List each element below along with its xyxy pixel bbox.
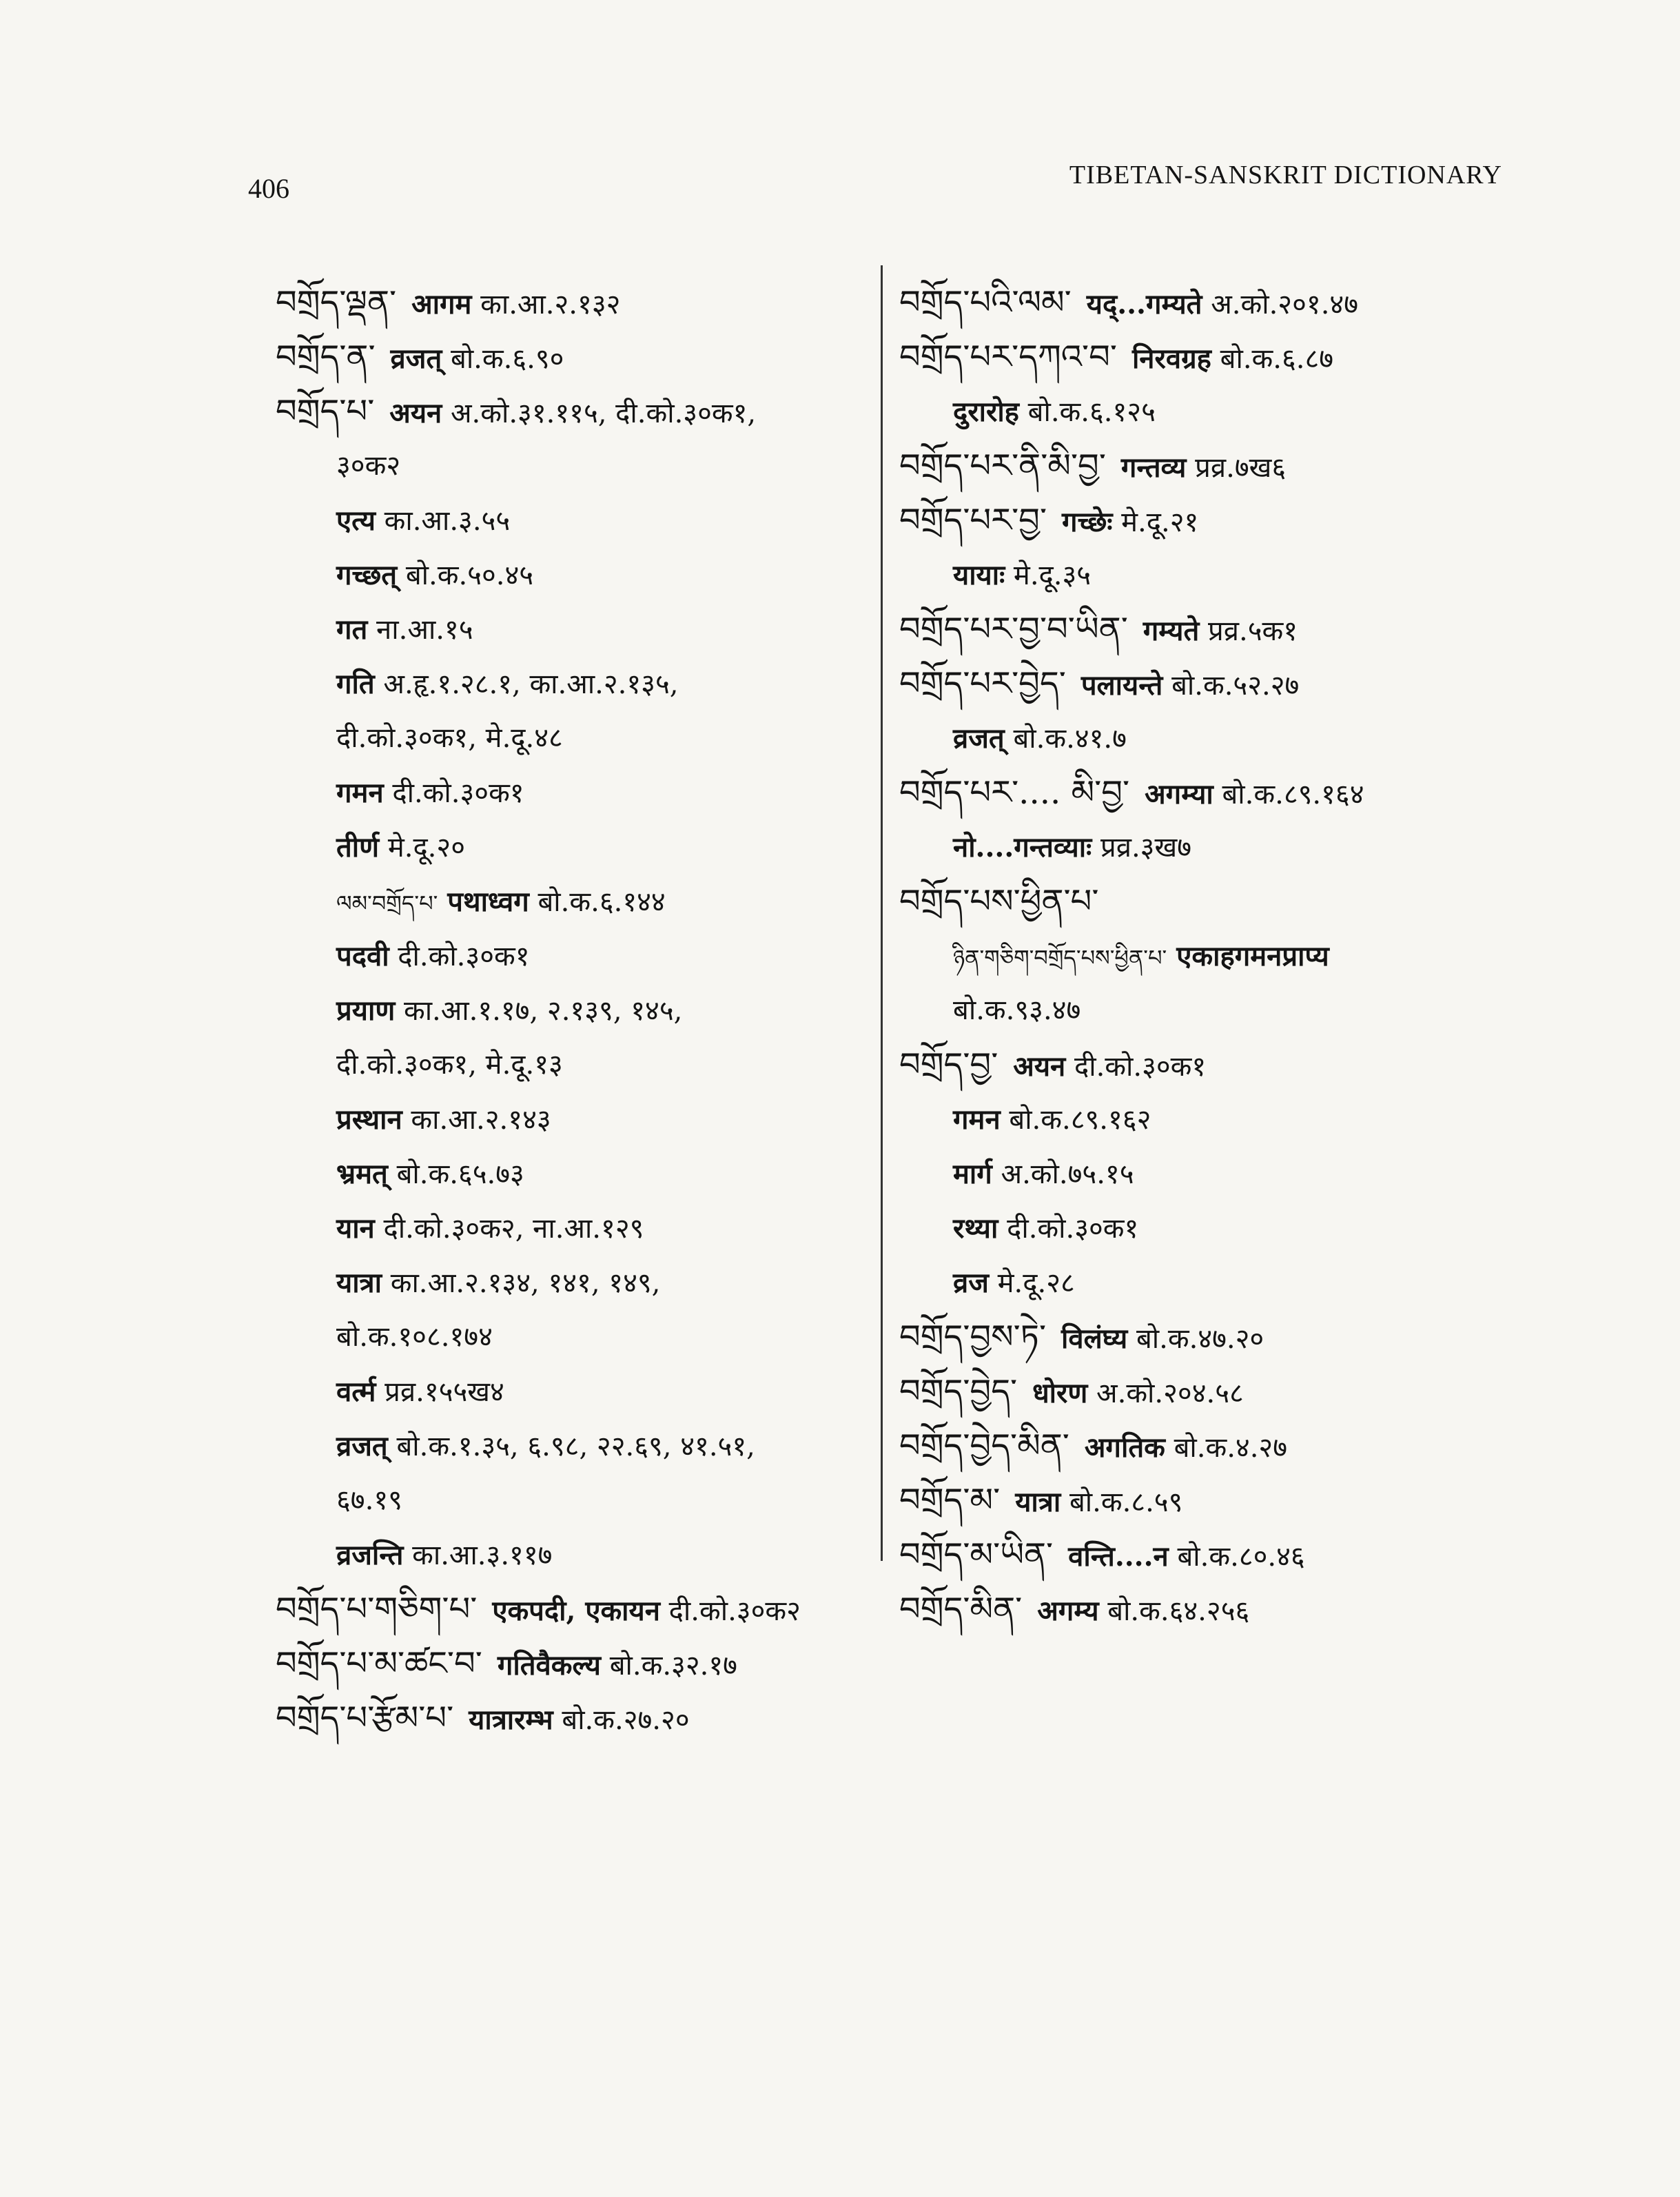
dictionary-subentry (899, 548, 1506, 602)
source-reference: का.आ.२.१४३ (411, 1104, 551, 1136)
dictionary-subentry (276, 820, 868, 875)
dictionary-entry (899, 1365, 1506, 1419)
sanskrit-equivalent: व्रजत् (953, 722, 1005, 755)
sanskrit-equivalent: व्रजन्ति (336, 1539, 404, 1571)
dictionary-subentry (276, 1201, 868, 1256)
dictionary-entry (899, 1473, 1506, 1528)
source-reference: मे.दू.३५ (1013, 560, 1092, 591)
source-reference: का.आ.३.५५ (384, 505, 511, 537)
source-reference: बो.क.५२.२७ (1171, 670, 1300, 702)
sanskrit-equivalent: एकपदी, एकायन (492, 1595, 660, 1627)
dictionary-subentry (276, 1256, 868, 1310)
sanskrit-equivalent: दुरारोह (953, 396, 1019, 428)
dictionary-entry (899, 766, 1506, 820)
source-reference: बो.क.८९.१६४ (1222, 779, 1364, 810)
sanskrit-equivalent: भ्रमत् (336, 1158, 388, 1190)
source-reference: बो.क.४७.२० (1136, 1323, 1264, 1355)
source-reference: मे.दू.२१ (1121, 507, 1199, 538)
dictionary-subentry (899, 1147, 1506, 1201)
tibetan-headword: བགྲོད་པར་ནི་མི་བྱ་ (899, 447, 1106, 485)
sanskrit-equivalent: गत (336, 613, 368, 646)
source-reference: दी.को.३०क१ (1007, 1213, 1139, 1245)
source-reference: दी.को.३०क१ (398, 941, 530, 972)
sanskrit-equivalent: मार्ग (953, 1158, 992, 1190)
source-reference: ६७.१९ (336, 1484, 402, 1516)
dictionary-subentry (276, 439, 868, 493)
source-reference: बो.क.५०.४५ (405, 560, 534, 591)
sanskrit-equivalent: निरवग्रह (1131, 343, 1211, 375)
source-reference: दी.को.३०क१, मे.दू.१३ (336, 1049, 563, 1081)
source-reference: दी.को.३०क२ (668, 1595, 801, 1627)
dictionary-subentry (276, 493, 868, 548)
sanskrit-equivalent: गच्छेः (1062, 506, 1113, 538)
sanskrit-equivalent: अयन (389, 397, 442, 429)
tibetan-headword: བགྲོད་མ་ (899, 1481, 1001, 1520)
source-reference: प्रव्र.७ख६ (1195, 452, 1287, 484)
dictionary-entry (899, 439, 1506, 493)
dictionary-entry (899, 330, 1506, 385)
page-number: 406 (248, 173, 289, 204)
sanskrit-equivalent: व्रजत् (390, 343, 442, 375)
source-reference: अ.को.२०४.५८ (1096, 1378, 1244, 1409)
source-reference: बो.क.६.९० (450, 343, 564, 375)
tibetan-headword: བགྲོད་བྱ་ (899, 1045, 998, 1084)
source-reference: का.आ.२.१३४, १४१, १४९, (390, 1267, 661, 1299)
source-reference: बो.क.६.१२५ (1027, 396, 1156, 428)
source-reference: बो.क.८९.१६२ (1009, 1104, 1151, 1136)
source-reference: बो.क.२७.२० (562, 1704, 690, 1736)
tibetan-headword: བགྲོད་པར་.... མི་བྱ་ (899, 773, 1130, 812)
dictionary-subentry (276, 657, 868, 711)
sanskrit-equivalent: धोरण (1032, 1377, 1088, 1409)
sanskrit-equivalent: प्रस्थान (336, 1103, 402, 1136)
source-reference: बो.क.६.१४४ (537, 886, 666, 918)
dictionary-subentry (276, 1092, 868, 1147)
tibetan-headword: བགྲོད་མ་ཡིན་ (899, 1535, 1054, 1574)
dictionary-entry (276, 385, 868, 439)
tibetan-headword: བགྲོད་པར་དཀའ་བ་ (899, 338, 1117, 376)
dictionary-subentry (899, 1201, 1506, 1256)
tibetan-headword: བགྲོད་པ་གཅིག་པ་ (276, 1590, 478, 1628)
tibetan-headword: བགྲོད་པས་ཕྱིན་པ་ (899, 882, 1099, 921)
source-reference: का.आ.१.१७, २.१३९, १४५, (403, 995, 683, 1027)
sanskrit-equivalent: यायाः (953, 559, 1005, 591)
source-reference: बो.क.६५.७३ (396, 1158, 524, 1190)
dictionary-subentry (276, 1147, 868, 1201)
dictionary-entry (899, 602, 1506, 657)
sanskrit-equivalent: तीर्ण (336, 831, 380, 864)
dictionary-subentry (276, 602, 868, 657)
source-reference: बो.क.४१.७ (1013, 723, 1127, 755)
sanskrit-equivalent: रथ्या (953, 1212, 998, 1245)
tibetan-headword: བགྲོད་བྱེད་ (899, 1372, 1018, 1411)
source-reference: का.आ.२.१३२ (480, 289, 621, 320)
dictionary-entry (899, 1582, 1506, 1637)
sanskrit-equivalent: वन्ति....न (1068, 1540, 1169, 1573)
dictionary-entry (899, 1310, 1506, 1365)
sanskrit-equivalent: गमन (953, 1103, 1001, 1136)
sanskrit-equivalent: गम्यते (1143, 615, 1200, 647)
tibetan-headword: ཉིན་གཅིག་བགྲོད་པས་ཕྱིན་པ་ (953, 945, 1167, 971)
sanskrit-equivalent: वर्त्म (336, 1376, 376, 1408)
source-reference: बो.क.६४.२५६ (1107, 1595, 1250, 1627)
sanskrit-equivalent: गतिवैकल्य (497, 1649, 601, 1682)
sanskrit-equivalent: गन्तव्य (1120, 451, 1187, 484)
dictionary-entry (899, 1038, 1506, 1092)
source-reference: ना.आ.१५ (376, 614, 473, 646)
tibetan-headword: བགྲོད་པར་བྱ་བ་ཡིན་ (899, 610, 1128, 648)
source-reference: प्रव्र.३ख७ (1100, 832, 1191, 864)
dictionary-subentry (276, 983, 868, 1038)
source-reference: दी.को.३०क२, ना.आ.१२९ (383, 1213, 644, 1245)
dictionary-subentry (276, 548, 868, 602)
dictionary-subentry (899, 820, 1506, 875)
sanskrit-equivalent: अगतिक (1084, 1431, 1165, 1464)
tibetan-headword: བགྲོད་པར་བྱ་ (899, 501, 1047, 540)
source-reference: बो.क.९३.४७ (953, 994, 1081, 1026)
sanskrit-equivalent: गच्छत् (336, 559, 398, 591)
sanskrit-equivalent: विलंघ्य (1061, 1322, 1128, 1355)
dictionary-entry (276, 276, 868, 330)
dictionary-entry (899, 657, 1506, 711)
dictionary-entry (276, 1691, 868, 1746)
sanskrit-equivalent: यात्रा (336, 1267, 382, 1299)
running-title: TIBETAN-SANSKRIT DICTIONARY (1069, 161, 1502, 190)
sanskrit-equivalent: अगम्य (1037, 1595, 1099, 1627)
sanskrit-equivalent: अगम्या (1145, 778, 1213, 810)
dictionary-entry (276, 1637, 868, 1691)
dictionary-subentry (276, 1528, 868, 1582)
sanskrit-equivalent: आगम (411, 288, 472, 320)
sanskrit-equivalent: प्रयाण (336, 994, 396, 1027)
dictionary-subentry (276, 1365, 868, 1419)
dictionary-subentry (276, 875, 868, 929)
tibetan-headword: ལམ་བགྲོད་པ་ (336, 890, 438, 917)
tibetan-headword: བགྲོད་པ་མ་ཚང་བ་ (276, 1644, 482, 1683)
sanskrit-equivalent: यात्रा (1015, 1486, 1061, 1518)
dictionary-entry (899, 493, 1506, 548)
dictionary-subentry (899, 711, 1506, 766)
dictionary-subentry (276, 929, 868, 983)
dictionary-subentry (276, 1473, 868, 1528)
source-reference: बो.क.६.८७ (1220, 343, 1334, 375)
source-reference: बो.क.८.५९ (1069, 1486, 1183, 1518)
left-column (276, 276, 868, 1746)
source-reference: दी.को.३०क१, मे.दू.४८ (336, 722, 563, 754)
sanskrit-equivalent: अयन (1013, 1050, 1066, 1083)
source-reference: अ.को.२०१.४७ (1211, 289, 1359, 320)
source-reference: प्रव्र.५क१ (1208, 615, 1298, 647)
tibetan-headword: བགྲོད་བྱས་ཏེ་ (899, 1318, 1047, 1356)
tibetan-headword: བགྲོད་པ་ (276, 392, 375, 431)
dictionary-subentry (899, 1092, 1506, 1147)
sanskrit-equivalent: एत्य (336, 504, 376, 537)
source-reference: बो.क.४.२७ (1174, 1432, 1288, 1464)
dictionary-subentry (276, 711, 868, 766)
right-column (899, 276, 1506, 1637)
sanskrit-equivalent: यद्...गम्यते (1086, 288, 1202, 320)
dictionary-subentry (899, 385, 1506, 439)
dictionary-entry (899, 276, 1506, 330)
dictionary-subentry (276, 766, 868, 820)
source-reference: अ.को.७५.१५ (1001, 1158, 1134, 1190)
dictionary-subentry (276, 1419, 868, 1473)
sanskrit-equivalent: पलायन्ते (1080, 669, 1163, 702)
dictionary-subentry (899, 1256, 1506, 1310)
source-reference: ३०क२ (336, 450, 401, 482)
tibetan-headword: བགྲོད་པ་རྩོམ་པ་ (276, 1699, 454, 1737)
sanskrit-equivalent: एकाहगमनप्राप्य (1176, 940, 1329, 972)
column-divider (881, 265, 883, 1561)
source-reference: प्रव्र.१५५ख४ (385, 1376, 504, 1408)
dictionary-entry (276, 1582, 868, 1637)
source-reference: बो.क.८०.४६ (1177, 1541, 1305, 1573)
dictionary-entry (276, 330, 868, 385)
source-reference: बो.क.१.३५, ६.९८, २२.६९, ४१.५१, (396, 1431, 755, 1462)
dictionary-subentry (899, 983, 1506, 1038)
sanskrit-equivalent: पथाध्वग (447, 886, 529, 918)
sanskrit-equivalent: व्रजत् (336, 1430, 388, 1462)
dictionary-subentry (276, 1310, 868, 1365)
source-reference: मे.दू.२० (387, 832, 466, 864)
dictionary-entry (899, 875, 1506, 929)
source-reference: अ.हृ.१.२८.१, का.आ.२.१३५, (383, 668, 679, 700)
sanskrit-equivalent: व्रज (953, 1267, 989, 1299)
source-reference: अ.को.३१.११५, दी.को.३०क१, (450, 398, 757, 429)
tibetan-headword: བགྲོད་ན་ (276, 338, 376, 376)
sanskrit-equivalent: यान (336, 1212, 375, 1245)
source-reference: का.आ.३.११७ (412, 1540, 553, 1571)
dictionary-entry (899, 1419, 1506, 1473)
sanskrit-equivalent: गमन (336, 777, 384, 809)
sanskrit-equivalent: गति (336, 668, 375, 700)
dictionary-subentry (899, 929, 1506, 983)
tibetan-headword: བགྲོད་བྱེད་མིན་ (899, 1427, 1069, 1465)
tibetan-headword: བགྲོད་པའི་ལམ་ (899, 283, 1072, 322)
source-reference: मे.दू.२८ (997, 1267, 1075, 1299)
sanskrit-equivalent: नो....गन्तव्याः (953, 831, 1092, 864)
tibetan-headword: བགྲོད་མིན་ (899, 1590, 1023, 1628)
tibetan-headword: བགྲོད་པར་བྱེད་ (899, 664, 1066, 703)
sanskrit-equivalent: पदवी (336, 940, 389, 972)
tibetan-headword: བགྲོད་ལྡན་ (276, 283, 397, 322)
dictionary-subentry (276, 1038, 868, 1092)
dictionary-entry (899, 1528, 1506, 1582)
source-reference: बो.क.३२.१७ (609, 1650, 737, 1682)
source-reference: दी.को.३०क१ (1074, 1051, 1207, 1083)
sanskrit-equivalent: यात्रारम्भ (469, 1704, 553, 1736)
source-reference: दी.को.३०क१ (392, 777, 524, 809)
source-reference: बो.क.१०८.१७४ (336, 1321, 493, 1353)
